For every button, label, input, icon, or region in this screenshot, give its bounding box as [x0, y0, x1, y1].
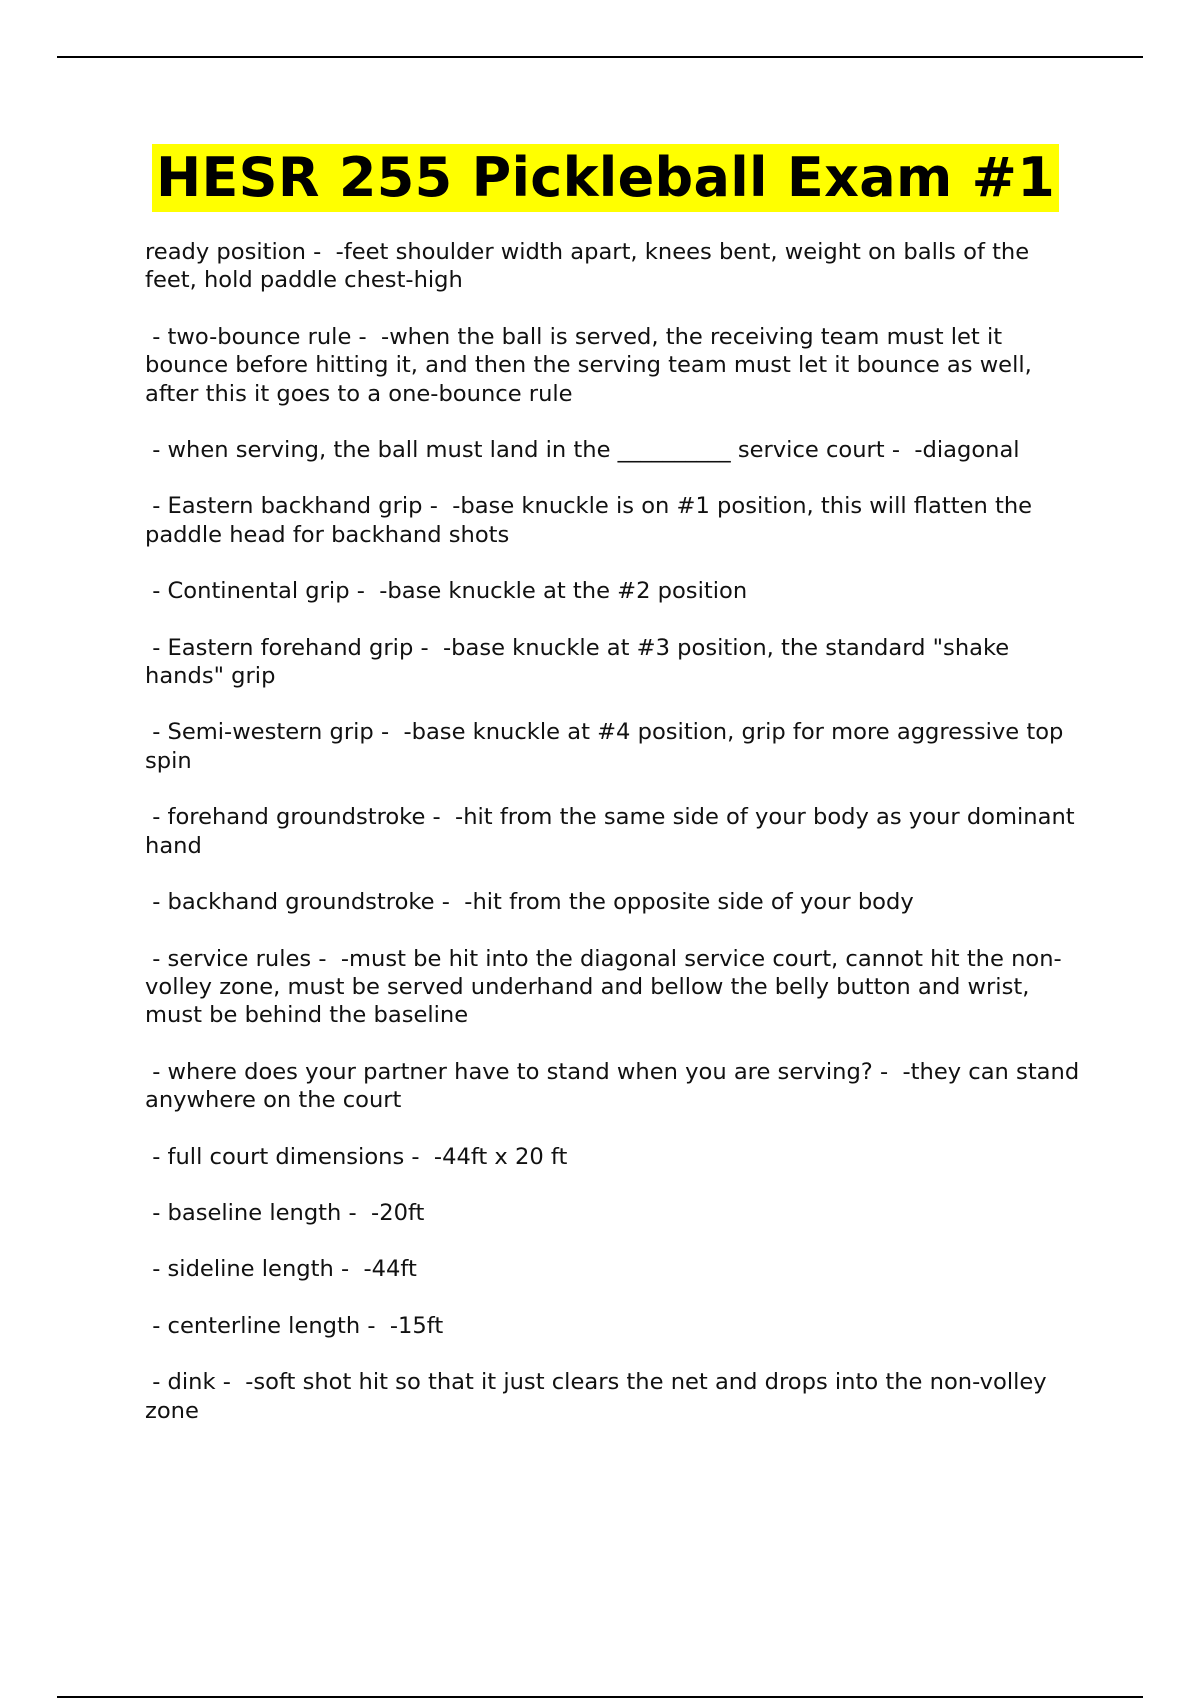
entry-ready-position: ready position - -feet shoulder width apart, knees bent, weight on balls of the feet, hold paddle chest-high	[145, 239, 1037, 294]
entry-backhand-groundstroke: - backhand groundstroke - -hit from the opposite side of your body	[145, 889, 914, 916]
entry-full-court-dimensions: - full court dimensions - -44ft x 20 ft	[145, 1143, 568, 1170]
top-rule	[57, 56, 1143, 58]
entry-continental-grip: - Continental grip - -base knuckle at the #2 position	[145, 578, 748, 605]
document-page	[145, 144, 1085, 1453]
entry-eastern-forehand-grip: - Eastern forehand grip - -base knuckle at #3 position, the standard "shake hands" grip	[145, 634, 1017, 690]
entry-semi-western-grip: - Semi-western grip - -base knuckle at #4 position, grip for more aggressive top spin	[145, 719, 1071, 774]
title-wrap	[152, 144, 1085, 212]
entry-baseline-length: - baseline length - -20ft	[145, 1199, 425, 1226]
entry-dink: - dink - -soft shot hit so that it just clears the net and drops into the non-volley zone	[145, 1369, 1054, 1424]
entry-service-rules: - service rules - -must be hit into the diagonal service court, cannot hit the non-volley zone, must be served underhand and bellow the belly button and wrist, must be behind the baseline	[145, 945, 1062, 1029]
entry-partner-position: - where does your partner have to stand when you are serving? - -they can stand anywhere on the court	[145, 1058, 1087, 1114]
entry-eastern-backhand-grip: - Eastern backhand grip - -base knuckle is on #1 position, this will flatten the paddle head for backhand shots	[145, 493, 1040, 548]
document-title: HESR 255 Pickleball Exam #1	[152, 144, 1059, 212]
entry-two-bounce-rule: - two-bounce rule - -when the ball is served, the receiving team must let it bounce before hitting it, and then the serving team must let it bounce as well, after this it goes to a one-bounce rule	[145, 323, 1040, 407]
entry-sideline-length: - sideline length - -44ft	[145, 1256, 417, 1283]
entry-centerline-length: - centerline length - -15ft	[145, 1312, 444, 1339]
entry-serving-landing: - when serving, the ball must land in the __________ service court - -diagonal	[145, 437, 1020, 464]
entry-forehand-groundstroke: - forehand groundstroke - -hit from the same side of your body as your dominant hand	[145, 804, 1082, 859]
entry-list	[145, 238, 1085, 1425]
bottom-rule	[57, 1696, 1143, 1698]
